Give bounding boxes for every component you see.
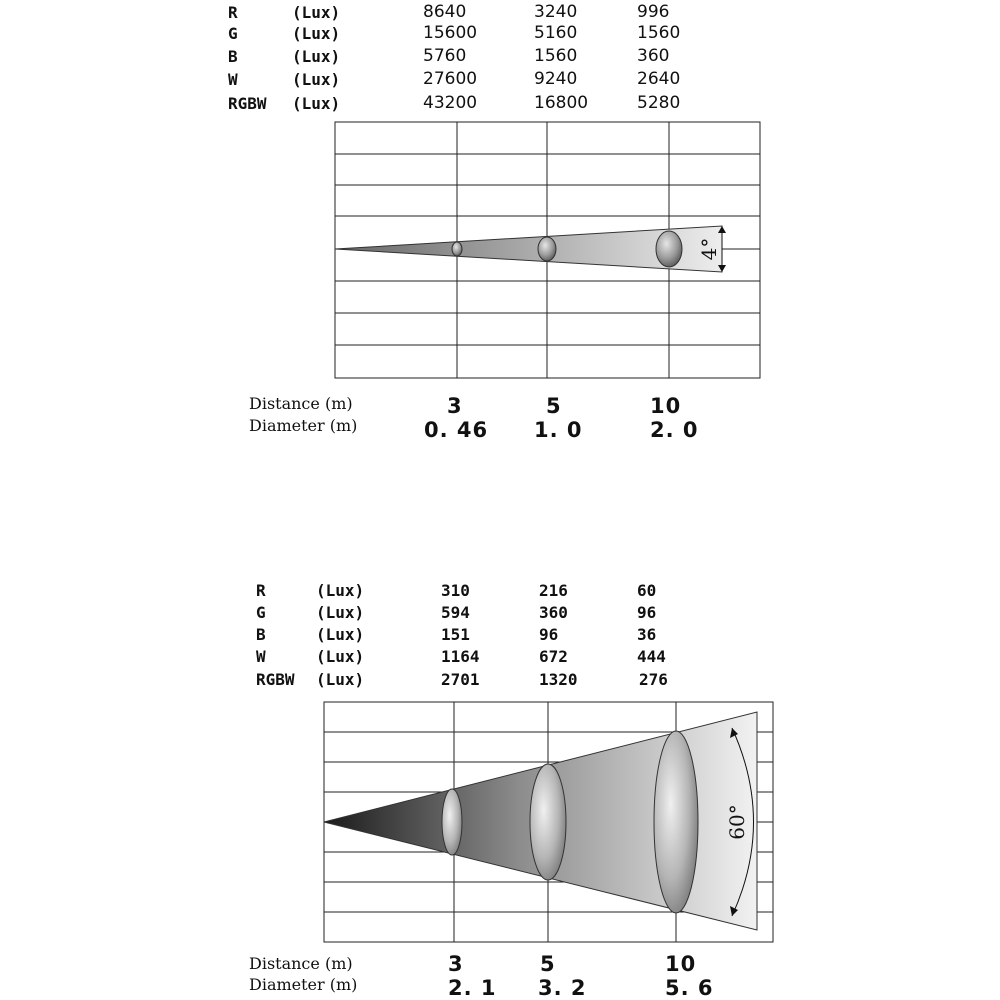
lux-value: 444 — [637, 647, 666, 666]
diameter-value: 1. 0 — [534, 418, 583, 442]
top-angle-label: 4° — [697, 237, 721, 261]
lux-value: 360 — [539, 603, 568, 622]
beam-spot-3m — [452, 242, 462, 256]
lux-value: 1164 — [441, 647, 480, 666]
distance-value: 3 — [447, 394, 463, 418]
unit-label: (Lux) — [316, 581, 365, 600]
unit-label: (Lux) — [316, 647, 365, 666]
lux-value: 5760 — [423, 46, 467, 66]
color-label: R — [256, 581, 266, 600]
lux-value: 216 — [539, 581, 568, 600]
lux-value: 1560 — [637, 23, 681, 43]
lux-value: 5160 — [534, 23, 578, 43]
lux-value: 360 — [637, 46, 670, 66]
bottom-angle-label: 60° — [725, 804, 749, 840]
lux-value: 594 — [441, 603, 470, 622]
lux-value: 36 — [637, 625, 657, 644]
lux-value: 1320 — [539, 670, 578, 689]
distance-value: 10 — [650, 394, 682, 418]
lux-value: 5280 — [637, 93, 681, 113]
lux-value: 3240 — [534, 2, 578, 22]
unit-label: (Lux) — [292, 94, 341, 113]
unit-label: (Lux) — [292, 3, 341, 22]
lux-value: 60 — [637, 581, 657, 600]
distance-value: 5 — [546, 394, 562, 418]
lux-value: 996 — [637, 2, 670, 22]
lux-value: 9240 — [534, 69, 578, 89]
beam-spot-5m — [530, 764, 566, 880]
distance-value: 5 — [540, 952, 556, 976]
color-label: R — [228, 3, 238, 22]
color-label: B — [256, 625, 266, 644]
bottom-beam-cone — [324, 712, 757, 930]
unit-label: (Lux) — [292, 47, 341, 66]
beam-spot-10m — [654, 731, 698, 913]
diameter-value: 3. 2 — [538, 976, 587, 1000]
color-label: B — [228, 47, 238, 66]
beam-spot-5m — [538, 237, 556, 261]
top-beam-cone — [335, 226, 726, 272]
unit-label: (Lux) — [316, 603, 365, 622]
unit-label: (Lux) — [316, 625, 365, 644]
lux-value: 43200 — [423, 93, 478, 113]
lux-value: 16800 — [534, 93, 589, 113]
lux-value: 276 — [639, 670, 668, 689]
diameter-value: 2. 0 — [650, 418, 699, 442]
lux-value: 96 — [637, 603, 657, 622]
beam-spot-10m — [656, 231, 682, 267]
lux-value: 15600 — [423, 23, 478, 43]
unit-label: (Lux) — [292, 70, 341, 89]
distance-value: 10 — [665, 952, 697, 976]
diameter-value: 5. 6 — [665, 976, 714, 1000]
distance-label: Distance (m) — [249, 394, 353, 413]
lux-value: 1560 — [534, 46, 578, 66]
diameter-value: 0. 46 — [424, 418, 489, 442]
unit-label: (Lux) — [292, 24, 341, 43]
color-label: W — [228, 70, 238, 89]
lux-value: 672 — [539, 647, 568, 666]
color-label: G — [256, 603, 266, 622]
lux-value: 2701 — [441, 670, 480, 689]
color-label: RGBW — [228, 94, 267, 113]
distance-label: Distance (m) — [249, 954, 353, 973]
color-label: W — [256, 647, 266, 666]
distance-value: 3 — [448, 952, 464, 976]
diameter-label: Diameter (m) — [249, 416, 358, 435]
lux-value: 2640 — [637, 69, 681, 89]
diameter-label: Diameter (m) — [249, 975, 358, 994]
diameter-value: 2. 1 — [448, 976, 497, 1000]
lux-value: 27600 — [423, 69, 478, 89]
beam-spot-3m — [442, 789, 462, 855]
color-label: G — [228, 24, 238, 43]
color-label: RGBW — [256, 670, 295, 689]
unit-label: (Lux) — [316, 670, 365, 689]
lux-value: 96 — [539, 625, 559, 644]
lux-value: 8640 — [423, 2, 467, 22]
lux-value: 151 — [441, 625, 470, 644]
lux-value: 310 — [441, 581, 470, 600]
